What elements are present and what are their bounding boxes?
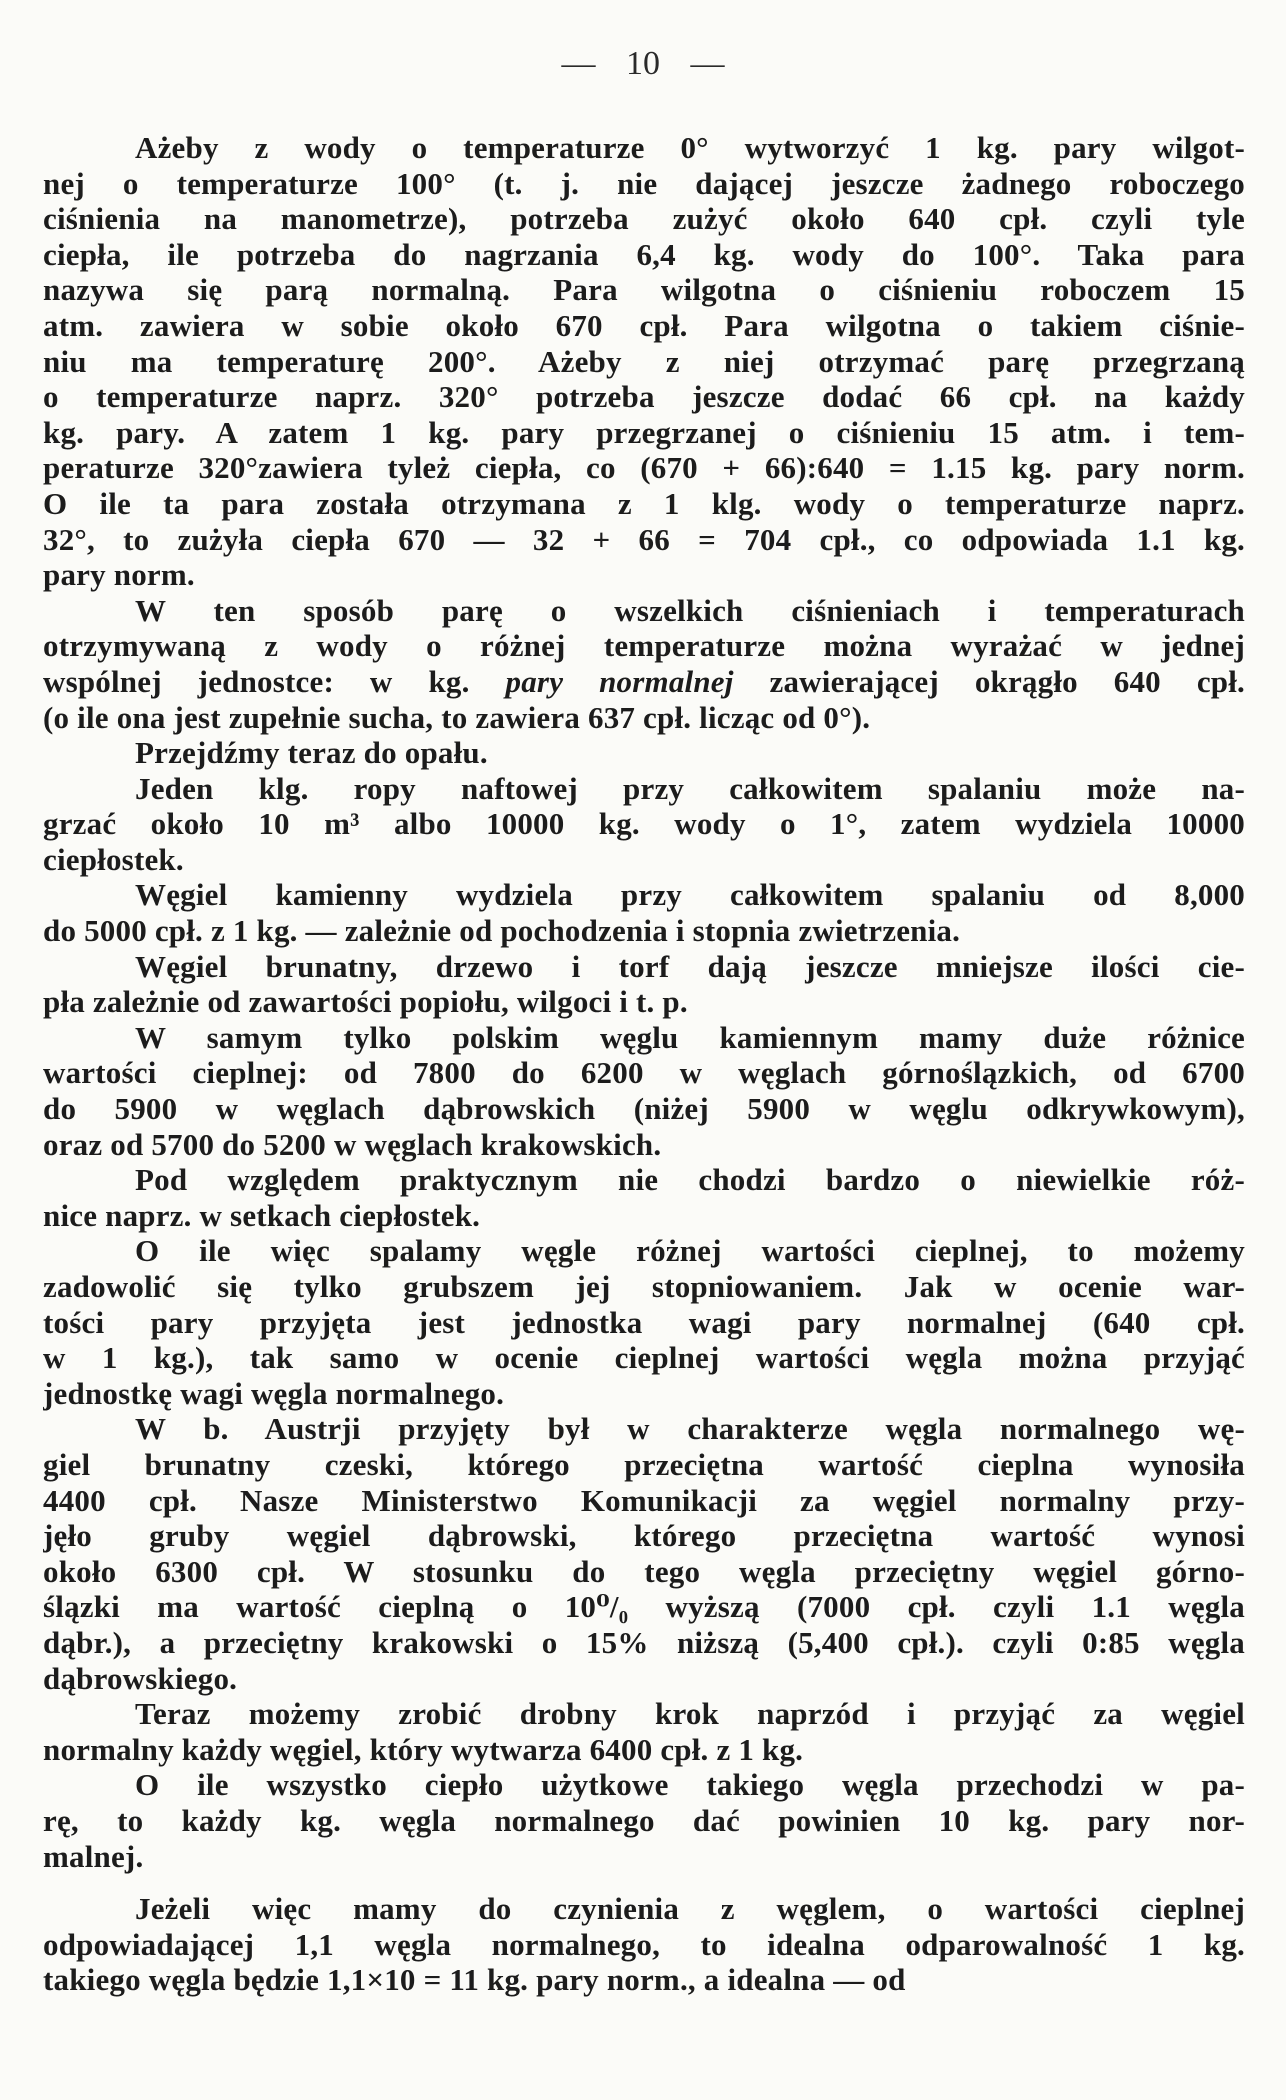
- paragraph: [43, 130, 1245, 593]
- text-line: zadowolić się tylko grubszem jej stopniowaniem. Jak w ocenie war-: [43, 1269, 1245, 1304]
- text-line: malnej.: [43, 1838, 144, 1874]
- text-line: W samym tylko polskim węglu kamiennym mamy duże różnice: [135, 1019, 1245, 1055]
- text-line: [43, 664, 1245, 700]
- text-line: jednostkę wagi węgla normalnego.: [43, 1375, 505, 1411]
- text-line: w 1 kg.), tak samo w ocenie cieplnej wartości węgla można przyjąć: [43, 1340, 1245, 1376]
- text-line: ciepła, ile potrzeba do nagrzania 6,4 kg. wody do 100°. Taka para: [43, 236, 1245, 272]
- page-number-left-dash: —: [561, 45, 596, 82]
- text-line: Pod względem praktycznym nie chodzi bardzo o niewielkie róż-: [135, 1162, 1245, 1198]
- text-line: 4400 cpł. Nasze Ministerstwo Komunikacji za węgiel normalny przy-: [43, 1482, 1245, 1518]
- text-line: około 6300 cpł. W stosunku do tego węgla przeciętny węgiel górno-: [43, 1553, 1245, 1589]
- text-line: Węgiel brunatny, drzewo i torf dają jeszcze mniejsze ilości cie-: [135, 948, 1245, 984]
- page-number: [0, 44, 1286, 84]
- text-line: O ile wszystko ciepło użytkowe takiego węgla przechodzi w pa-: [135, 1767, 1245, 1803]
- text-line: Węgiel kamienny wydziela przy całkowitem spalaniu od 8,000: [135, 877, 1245, 913]
- text-line: tości pary przyjęta jest jednostka wagi pary normalnej (640 cpł.: [43, 1304, 1245, 1340]
- text-line: jęło gruby węgiel dąbrowski, którego przeciętna wartość wynosi: [43, 1518, 1245, 1554]
- text-line: nej o temperaturze 100° (t. j. nie dającej jeszcze żadnego roboczego: [43, 165, 1245, 201]
- text-line: peraturze 320°zawiera tyleż ciepła, co (670 + 66):640 = 1.15 kg. pary norm.: [43, 450, 1245, 486]
- text-line: O ile ta para została otrzymana z 1 klg. wody o temperaturze naprz.: [43, 485, 1245, 521]
- text-line: Jeżeli więc mamy do czynienia z węglem, o wartości cieplnej: [135, 1891, 1245, 1927]
- paragraph: [43, 771, 1245, 878]
- text-line: Jeden klg. ropy naftowej przy całkowitem spalaniu może na-: [135, 770, 1245, 806]
- text-line: pary norm.: [43, 557, 195, 593]
- text-line: kg. pary. A zatem 1 kg. pary przegrzanej o ciśnieniu 15 atm. i tem-: [43, 414, 1245, 450]
- text-line: otrzymywaną z wody o różnej temperaturze można wyrażać w jednej: [43, 628, 1245, 664]
- paragraph: [43, 1411, 1245, 1696]
- page-number-value: 10: [626, 45, 660, 82]
- text-line: W ten sposób parę o wszelkich ciśnieniach i temperaturach: [135, 592, 1245, 628]
- text-line: Przejdźmy teraz do opału.: [135, 735, 488, 771]
- text-line: nazywa się parą normalną. Para wilgotna o ciśnieniu roboczem 15: [43, 272, 1245, 308]
- text-line: do 5000 cpł. z 1 kg. — zależnie od pochodzenia i stopnia zwietrzenia.: [43, 913, 961, 949]
- text-line: giel brunatny czeski, którego przeciętna wartość cieplna wynosiła: [43, 1446, 1245, 1482]
- paragraph: [43, 1162, 1245, 1233]
- text-line: nice naprz. w setkach ciepłostek.: [43, 1197, 481, 1233]
- paragraph: [43, 949, 1245, 1020]
- paragraph: [43, 877, 1245, 948]
- paragraph: [43, 735, 1245, 771]
- text-segment: zawierającej okrągło 640 cpł.: [733, 663, 1245, 699]
- paragraph: [43, 593, 1245, 735]
- text-line: dąbr.), a przeciętny krakowski o 15% niższą (5,400 cpł.). czyli 0:85 węgla: [43, 1624, 1245, 1660]
- page-number-right-dash: —: [690, 45, 725, 82]
- italic-text-segment: pary normalnej: [505, 663, 734, 699]
- text-line: oraz od 5700 do 5200 w węglach krakowskich.: [43, 1126, 662, 1162]
- text-line: normalny każdy węgiel, który wytwarza 6400 cpł. z 1 kg.: [43, 1731, 804, 1767]
- text-line: do 5900 w węglach dąbrowskich (niżej 5900 w węglu odkrywkowym),: [43, 1091, 1245, 1127]
- paragraph: [43, 1891, 1245, 1998]
- text-segment: wspólnej jednostce: w kg.: [43, 663, 506, 699]
- text-line: W b. Austrji przyjęty był w charakterze węgla normalnego wę-: [135, 1411, 1245, 1447]
- text-line: O ile więc spalamy węgle różnej wartości cieplnej, to możemy: [135, 1233, 1245, 1269]
- text-line: Ażeby z wody o temperaturze 0° wytworzyć 1 kg. pary wilgot-: [135, 130, 1245, 165]
- text-line: odpowiadającej 1,1 węgla normalnego, to idealna odparowalność 1 kg.: [43, 1926, 1245, 1962]
- text-line: pła zależnie od zawartości popiołu, wilgoci i t. p.: [43, 984, 688, 1020]
- paragraph: [43, 1233, 1245, 1411]
- text-line: 32°, to zużyła ciepła 670 — 32 + 66 = 704 cpł., co odpowiada 1.1 kg.: [43, 521, 1245, 557]
- text-line: ciepłostek.: [43, 841, 184, 877]
- paragraph: [43, 1696, 1245, 1767]
- text-line: dąbrowskiego.: [43, 1660, 238, 1696]
- text-line: takiego węgla będzie 1,1×10 = 11 kg. pary norm., a idealna — od: [43, 1962, 906, 1998]
- text-line: rę, to każdy kg. węgla normalnego dać powinien 10 kg. pary nor-: [43, 1802, 1245, 1838]
- text-line: o temperaturze naprz. 320° potrzeba jeszcze dodać 66 cpł. na każdy: [43, 379, 1245, 415]
- paragraph: [43, 1767, 1245, 1874]
- text-line: (o ile ona jest zupełnie sucha, to zawiera 637 cpł. licząc od 0°).: [43, 699, 871, 735]
- text-line: grzać około 10 m³ albo 10000 kg. wody o 1°, zatem wydziela 10000: [43, 806, 1245, 842]
- body-text: [43, 130, 1245, 1998]
- text-line: Teraz możemy zrobić drobny krok naprzód i przyjąć za węgiel: [135, 1696, 1245, 1732]
- text-line: ciśnienia na manometrze), potrzeba zużyć około 640 cpł. czyli tyle: [43, 201, 1245, 237]
- text-line: atm. zawiera w sobie około 670 cpł. Para wilgotna o takiem ciśnie-: [43, 307, 1245, 343]
- text-line: wartości cieplnej: od 7800 do 6200 w węglach górnoślązkich, od 6700: [43, 1055, 1245, 1091]
- paragraph: [43, 1020, 1245, 1162]
- text-line: niu ma temperaturę 200°. Ażeby z niej otrzymać parę przegrzaną: [43, 343, 1245, 379]
- text-line: ślązki ma wartość cieplną o 10⁰/₀ wyższą (7000 cpł. czyli 1.1 węgla: [43, 1589, 1245, 1625]
